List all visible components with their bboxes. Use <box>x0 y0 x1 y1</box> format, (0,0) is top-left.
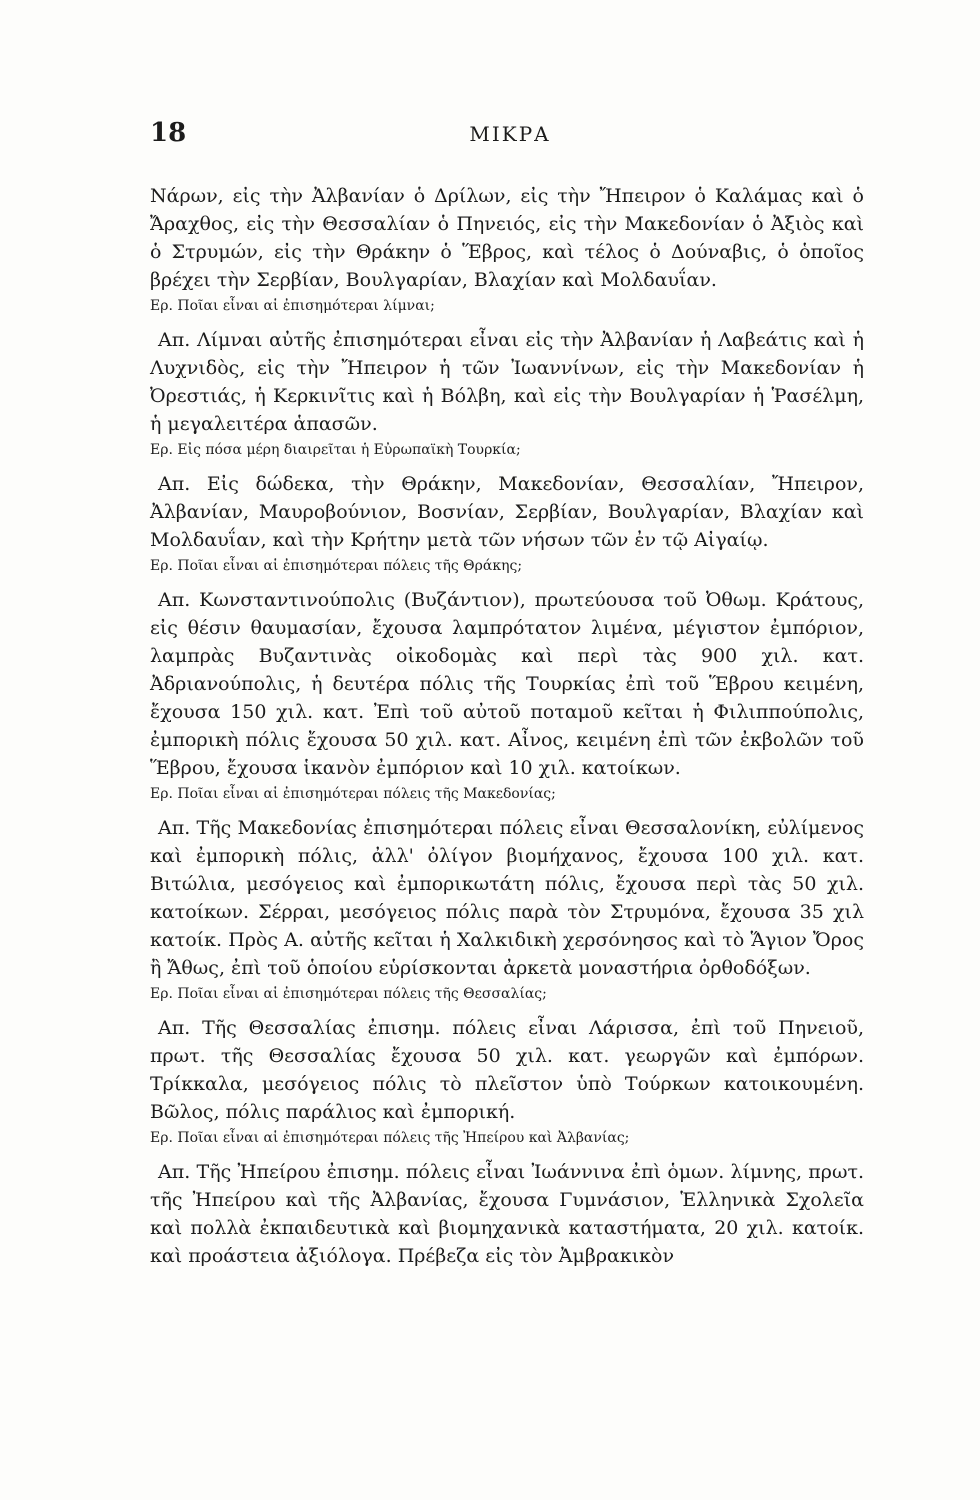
question-label: Ερ. <box>150 298 173 314</box>
paragraph-continuation <box>150 182 864 294</box>
answer-text: Εἰς δώδεκα, τὴν Θράκην, Μακεδονίαν, Θεσσαλίαν, Ἤπειρον, Ἀλβανίαν, Μαυροβούνιον, Βοσνίαν, Σερβίαν, Βουλγαρίαν, Βλαχίαν καὶ Μολδαυΐαν, καὶ τὴν Κρήτην μετὰ τῶν νήσων τῶν ἐν τῷ Αἰγαίῳ. <box>150 473 864 551</box>
question <box>150 296 864 316</box>
answer-text: Τῆς Θεσσαλίας ἐπισημ. πόλεις εἶναι Λάρισσα, ἐπὶ τοῦ Πηνειοῦ, πρωτ. τῆς Θεσσαλίας ἔχουσα 50 χιλ. κατ. γεωργῶν καὶ ἐμπόρων. Τρίκκαλα, μεσόγειος πόλις τὸ πλεῖστον ὑπὸ Τούρκων κατοικουμένη. Βῶλος, πόλις παράλιος καὶ ἐμπορική. <box>150 1017 864 1123</box>
question-label: Ερ. <box>150 986 173 1002</box>
page-header <box>150 118 870 154</box>
answer <box>150 326 864 438</box>
question <box>150 440 864 460</box>
question <box>150 556 864 576</box>
answer <box>150 1158 864 1270</box>
paragraph-text: Νάρων, εἰς τὴν Ἀλβανίαν ὁ Δρίλων, εἰς τὴν Ἤπειρον ὁ Καλάμας καὶ ὁ Ἄραχθος, εἰς τὴν Θεσσαλίαν ὁ Πηνειός, εἰς τὴν Μακεδονίαν ὁ Ἀξιὸς καὶ ὁ Στρυμών, εἰς τὴν Θράκην ὁ Ἕβρος, καὶ τέλος ὁ Δούναβις, ὁ ὁποῖος βρέχει τὴν Σερβίαν, Βουλγαρίαν, Βλαχίαν καὶ Μολδαυΐαν. <box>150 185 864 291</box>
question-label: Ερ. <box>150 442 173 458</box>
answer <box>150 586 864 782</box>
answer-label: Απ. <box>158 817 191 839</box>
answer-label: Απ. <box>158 329 191 351</box>
question-label: Ερ. <box>150 1130 173 1146</box>
question <box>150 1128 864 1148</box>
answer-label: Απ. <box>158 1161 191 1183</box>
answer <box>150 1014 864 1126</box>
question <box>150 984 864 1004</box>
question-text: Ποῖαι εἶναι αἱ ἐπισημότεραι πόλεις τῆς Ἠπείρου καὶ Ἀλβανίας; <box>177 1130 630 1146</box>
running-title: ΜΙΚΡΑ <box>469 122 551 146</box>
answer-text: Λίμναι αὐτῆς ἐπισημότεραι εἶναι εἰς τὴν Ἀλβανίαν ἡ Λαβεάτις καὶ ἡ Λυχνιδὸς, εἰς τὴν Ἤπειρον ἡ τῶν Ἰωαννίνων, εἰς τὴν Μακεδονίαν ἡ Ὀρεστιάς, ἡ Κερκινῖτις καὶ ἡ Βόλβη, καὶ εἰς τὴν Βουλγαρίαν ἡ Ῥασέλμη, ἡ μεγαλειτέρα ἁπασῶν. <box>150 329 864 435</box>
question-text: Εἰς πόσα μέρη διαιρεῖται ἡ Εὐρωπαϊκὴ Τουρκία; <box>177 442 521 458</box>
question-text: Ποῖαι εἶναι αἱ ἐπισημότεραι λίμναι; <box>177 298 435 314</box>
answer-text: Κωνσταντινούπολις (Βυζάντιον), πρωτεύουσα τοῦ Ὀθωμ. Κράτους, εἰς θέσιν θαυμασίαν, ἔχουσα λαμπρότατον λιμένα, μέγιστον ἐμπόριον, λαμπρὰς Βυζαντινὰς οἰκοδομὰς καὶ περὶ τὰς 900 χιλ. κατ. Ἀδριανούπολις, ἡ δευτέρα πόλις τῆς Τουρκίας ἐπὶ τοῦ Ἕβρου κειμένη, ἔχουσα 150 χιλ. κατ. Ἐπὶ τοῦ αὐτοῦ ποταμοῦ κεῖται ἡ Φιλιππούπολις, ἐμπορικὴ πόλις ἔχουσα 50 χιλ. κατ. Αἶνος, κειμένη ἐπὶ τῶν ἐκβολῶν τοῦ Ἕβρου, ἔχουσα ἱκανὸν ἐμπόριον καὶ 10 χιλ. κατοίκων. <box>150 589 865 779</box>
question-text: Ποῖαι εἶναι αἱ ἐπισημότεραι πόλεις τῆς Θεσσαλίας; <box>177 986 547 1002</box>
answer-text: Τῆς Ἠπείρου ἐπισημ. πόλεις εἶναι Ἰωάννινα ἐπὶ ὁμων. λίμνης, πρωτ. τῆς Ἠπείρου καὶ τῆς Ἀλβανίας, ἔχουσα Γυμνάσιον, Ἑλληνικὰ Σχολεῖα καὶ πολλὰ ἐκπαιδευτικὰ καὶ βιομηχανικὰ καταστήματα, 20 χιλ. κατοίκ. καὶ προάστεια ἀξιόλογα. Πρέβεζα εἰς τὸν Ἀμβρακικὸν <box>150 1161 864 1267</box>
question <box>150 784 864 804</box>
page-body <box>150 182 864 1270</box>
question-label: Ερ. <box>150 786 173 802</box>
answer <box>150 814 864 982</box>
answer <box>150 470 864 554</box>
question-label: Ερ. <box>150 558 173 574</box>
question-text: Ποῖαι εἶναι αἱ ἐπισημότεραι πόλεις τῆς Θράκης; <box>177 558 523 574</box>
answer-label: Απ. <box>158 473 191 495</box>
page-number: 18 <box>150 118 187 148</box>
answer-label: Απ. <box>158 589 191 611</box>
answer-text: Τῆς Μακεδονίας ἐπισημότεραι πόλεις εἶναι Θεσσαλονίκη, εὐλίμενος καὶ ἐμπορικὴ πόλις, ἀλλ' ὀλίγον βιομήχανος, ἔχουσα 100 χιλ. κατ. Βιτώλια, μεσόγειος καὶ ἐμπορικωτάτη πόλις, ἔχουσα περὶ τὰς 50 χιλ. κατοίκων. Σέρραι, μεσόγειος πόλις παρὰ τὸν Στρυμόνα, ἔχουσα 35 χιλ κατοίκ. Πρὸς Α. αὐτῆς κεῖται ἡ Χαλκιδικὴ χερσόνησος καὶ τὸ Ἅγιον Ὄρος ἢ Ἄθως, ἐπὶ τοῦ ὁποίου εὑρίσκονται ἀρκετὰ μοναστήρια ὀρθοδόξων. <box>150 817 864 979</box>
answer-label: Απ. <box>158 1017 191 1039</box>
question-text: Ποῖαι εἶναι αἱ ἐπισημότεραι πόλεις τῆς Μακεδονίας; <box>177 786 556 802</box>
